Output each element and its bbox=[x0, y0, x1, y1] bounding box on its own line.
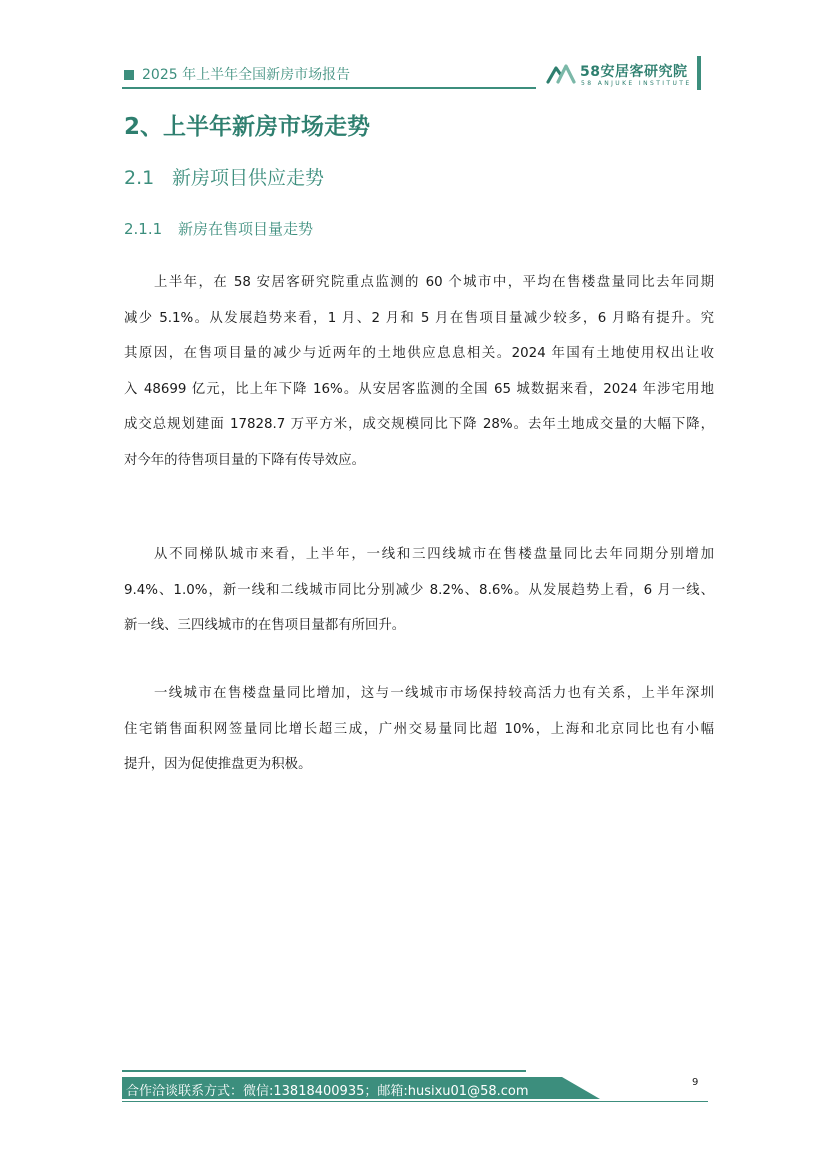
paragraph-line: 住宅销售面积网签量同比增长超三成，广州交易量同比超 10%，上海和北京同比也有小幅 bbox=[124, 721, 714, 737]
heading-2-text: 新房项目供应走势 bbox=[172, 167, 325, 189]
footer-baseline bbox=[122, 1101, 708, 1102]
paragraph-2 bbox=[124, 537, 714, 644]
paragraph-line: 其原因，在售项目量的减少与近两年的土地供应息息相关。2024 年国有土地使用权出让收 bbox=[124, 346, 714, 362]
paragraph-3 bbox=[124, 676, 714, 783]
heading-3-number: 2.1.1 bbox=[124, 220, 163, 238]
paragraph-1 bbox=[124, 265, 714, 479]
section-heading-3 bbox=[124, 218, 313, 239]
page-number: 9 bbox=[692, 1077, 699, 1088]
paragraph-line: 从不同梯队城市来看，上半年，一线和三四线城市在售楼盘量同比去年同期分别增加 bbox=[154, 547, 714, 562]
paragraph-line: 新一线、三四线城市的在售项目量都有所回升。 bbox=[124, 618, 406, 634]
section-heading-2 bbox=[124, 163, 324, 190]
paragraph-line: 成交总规划建面 17828.7 万平方米，成交规模同比下降 28%。去年土地成交量的大幅下降， bbox=[124, 417, 714, 433]
paragraph-line: 9.4%、1.0%，新一线和二线城市同比分别减少 8.2%、8.6%。从发展趋势上看，6 月一线、 bbox=[124, 582, 714, 598]
paragraph-line: 一线城市在售楼盘量同比增加，这与一线城市市场保持较高活力也有关系，上半年深圳 bbox=[154, 686, 714, 701]
contact-info: 合作洽谈联系方式：微信:13818400935；邮箱:husixu01@58.com bbox=[126, 1084, 529, 1099]
footer-divider bbox=[122, 1070, 526, 1072]
heading-2-number: 2.1 bbox=[124, 167, 155, 189]
logo-subtitle: 58 ANJUKE INSTITUTE bbox=[581, 80, 692, 87]
report-header bbox=[122, 62, 536, 88]
report-title: 2025 年上半年全国新房市场报告 bbox=[142, 67, 351, 83]
logo-mark-icon bbox=[546, 62, 576, 84]
paragraph-line: 对今年的待售项目量的下降有传导效应。 bbox=[124, 452, 366, 468]
header-accent-bar bbox=[697, 56, 701, 90]
heading-3-text: 新房在售项目量走势 bbox=[178, 220, 314, 238]
logo-name: 58安居客研究院 bbox=[580, 64, 688, 80]
section-heading-1: 2、上半年新房市场走势 bbox=[124, 114, 371, 140]
header-square-marker bbox=[124, 70, 134, 80]
footer-contact-band bbox=[122, 1077, 600, 1099]
paragraph-line: 入 48699 亿元，比上年下降 16%。从安居客监测的全国 65 城数据来看，2024 年涉宅用地 bbox=[124, 381, 714, 397]
paragraph-line: 减少 5.1%。从发展趋势来看，1 月、2 月和 5 月在售项目量减少较多，6 月略有提升。究 bbox=[124, 310, 714, 326]
institute-logo bbox=[546, 60, 692, 90]
paragraph-line: 上半年，在 58 安居客研究院重点监测的 60 个城市中，平均在售楼盘量同比去年同期 bbox=[154, 275, 714, 290]
paragraph-line: 提升，因为促使推盘更为积极。 bbox=[124, 757, 312, 773]
header-divider bbox=[122, 87, 536, 89]
